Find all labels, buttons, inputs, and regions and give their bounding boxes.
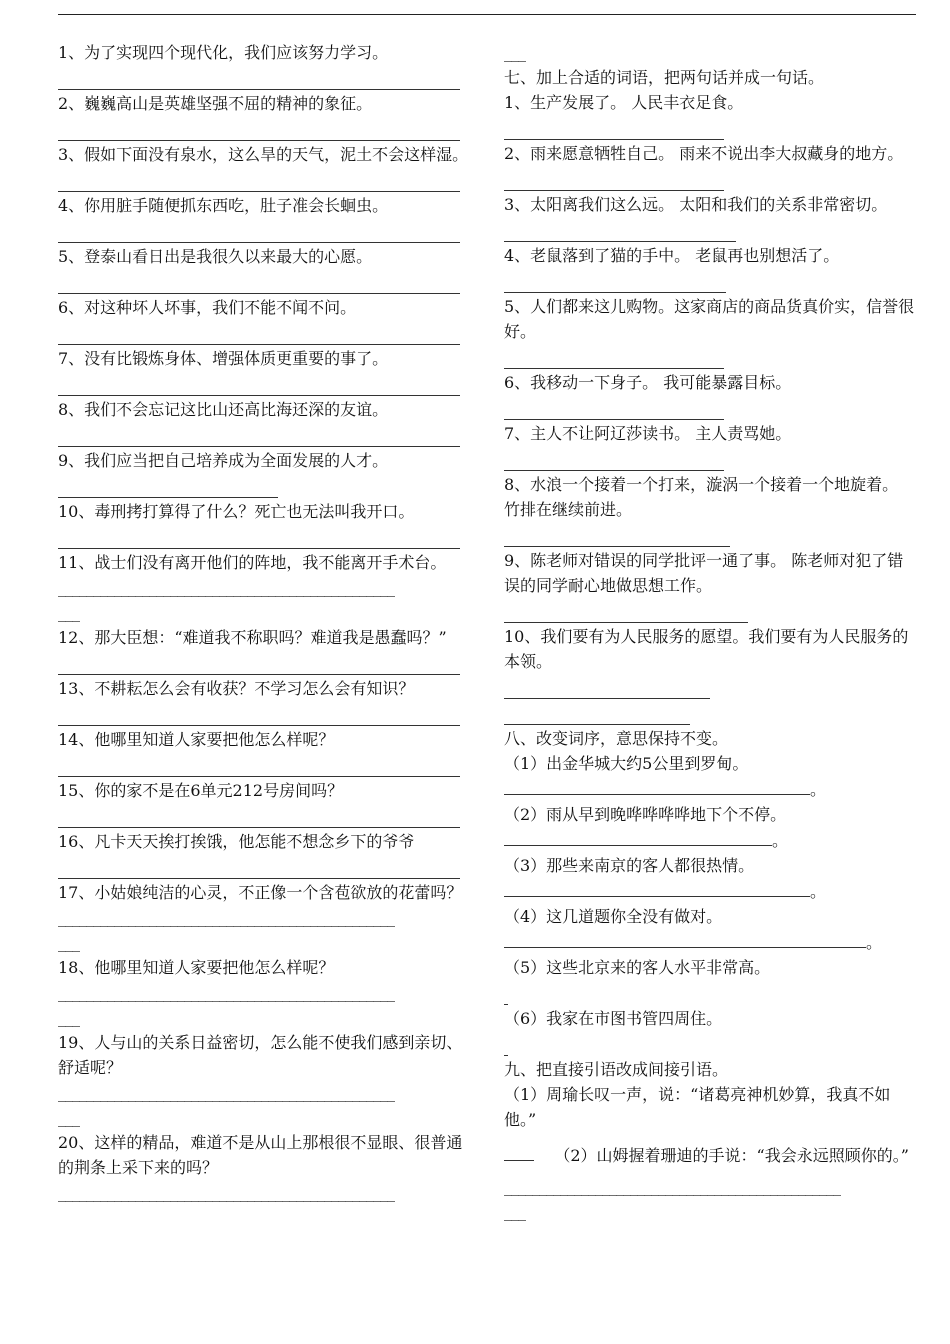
sec9-answer-row-1 [504, 1142, 916, 1168]
period-1: 。 [810, 780, 827, 799]
answer-underline-19b[interactable]: ___ [58, 1108, 79, 1127]
left-q14: 14、他哪里知道人家要把他怎么样呢？ [58, 730, 335, 749]
answer-line-1[interactable] [58, 65, 460, 90]
sec8-answer-3[interactable] [504, 878, 810, 897]
answer-line-14[interactable] [58, 752, 460, 777]
left-q2: 2、巍巍高山是英雄坚强不屈的精神的象征。 [58, 94, 373, 113]
sec8-answer-2[interactable] [504, 827, 772, 846]
answer-line-15[interactable] [58, 803, 460, 828]
sec9-q1: （1）周瑜长叹一声，说：“诸葛亮神机妙算，我真不如他。” [504, 1085, 891, 1129]
answer-line-16[interactable] [58, 854, 460, 879]
sec7-q9: 9、陈老师对错误的同学批评一通了事。 陈老师对犯了错误的同学耐心地做思想工作。 [504, 551, 904, 595]
sec7-q7: 7、主人不让阿辽莎读书。 主人责骂她。 [504, 424, 792, 443]
left-q13: 13、不耕耘怎么会有收获？不学习怎么会有知识？ [58, 679, 415, 698]
left-q10: 10、毒刑拷打算得了什么？死亡也无法叫我开口。 [58, 502, 415, 521]
sec9-answer-2b[interactable]: ___ [504, 1202, 525, 1221]
section-7-title: 七、加上合适的词语，把两句话并成一句话。 [504, 68, 825, 87]
answer-line-8[interactable] [58, 422, 460, 447]
answer-line-9[interactable] [58, 473, 278, 498]
period-4: 。 [866, 933, 883, 952]
sec7-q3: 3、太阳离我们这么远。 太阳和我们的关系非常密切。 [504, 195, 888, 214]
left-q1: 1、为了实现四个现代化，我们应该努力学习。 [58, 43, 389, 62]
sec7-q6: 6、我移动一下身子。 我可能暴露目标。 [504, 373, 792, 392]
sec8-q1: （1）出金华城大约5公里到罗甸。 [504, 754, 749, 773]
section-9-title: 九、把直接引语改成间接引语。 [504, 1060, 729, 1079]
answer-line-6[interactable] [58, 320, 460, 345]
sec8-answer-row-4 [504, 929, 916, 955]
left-q5: 5、登泰山看日出是我很久以来最大的心愿。 [58, 247, 373, 266]
right-column [504, 40, 916, 1224]
sec7-q4: 4、老鼠落到了猫的手中。 老鼠再也别想活了。 [504, 246, 840, 265]
left-q3: 3、假如下面没有泉水，这么旱的天气，泥土不会这样湿。 [58, 145, 469, 164]
sec7-answer-4[interactable] [504, 268, 726, 293]
sec8-answer-6[interactable] [504, 1031, 508, 1056]
sec8-q4: （4）这几道题你全没有做对。 [504, 907, 723, 926]
sec8-q6: （6）我家在市图书管四周住。 [504, 1009, 723, 1028]
sec7-q5: 5、人们都来这儿购物。这家商店的商品货真价实，信誉很好。 [504, 297, 915, 341]
sec8-answer-1[interactable] [504, 776, 810, 795]
sec7-answer-10b[interactable] [504, 700, 690, 725]
sec7-q2: 2、雨来愿意牺牲自己。 雨来不说出李大叔藏身的地方。 [504, 144, 904, 163]
left-q6: 6、对这种坏人坏事，我们不能不闻不问。 [58, 298, 357, 317]
sec8-answer-row-3 [504, 878, 916, 904]
left-q20: 20、这样的精品，难道不是从山上那根很不显眼、很普通的荆条上采下来的吗？ [58, 1133, 463, 1177]
sec7-answer-2[interactable] [504, 166, 724, 191]
sec8-q2: （2）雨从早到晚哗哗哗哗地下个不停。 [504, 805, 787, 824]
answer-underline-17[interactable]: ________________________________________________ [58, 908, 394, 927]
section-8-title: 八、改变词序，意思保持不变。 [504, 729, 729, 748]
answer-line-4[interactable] [58, 218, 460, 243]
sec8-answer-5[interactable] [504, 980, 508, 1005]
answer-underline-17b[interactable]: ___ [58, 933, 79, 952]
answer-line-10[interactable] [58, 524, 460, 549]
answer-underline-carry[interactable]: ___ [504, 43, 525, 62]
answer-underline-11b[interactable]: ___ [58, 603, 79, 622]
sec7-answer-7[interactable] [504, 446, 724, 471]
answer-line-2[interactable] [58, 116, 460, 141]
left-q9: 9、我们应当把自己培养成为全面发展的人才。 [58, 451, 389, 470]
period-2: 。 [772, 831, 789, 850]
sec9-answer-2[interactable]: ________________________________________________ [504, 1177, 840, 1196]
sec7-answer-9[interactable] [504, 598, 748, 623]
sec8-answer-row-2 [504, 827, 916, 853]
sec7-q8: 8、水浪一个接着一个打来，漩涡一个接着一个地旋着。 竹排在继续前进。 [504, 475, 899, 519]
sec8-q3: （3）那些来南京的客人都很热情。 [504, 856, 755, 875]
sec8-answer-row-1 [504, 776, 916, 802]
answer-underline-11[interactable]: ________________________________________________ [58, 578, 394, 597]
answer-underline-19[interactable]: ________________________________________________ [58, 1083, 394, 1102]
sec8-q5: （5）这些北京来的客人水平非常高。 [504, 958, 771, 977]
left-q12: 12、那大臣想：“难道我不称职吗？难道我是愚蠢吗？” [58, 628, 447, 647]
left-q16: 16、凡卡天天挨打挨饿，他怎能不想念乡下的爷爷 [58, 832, 415, 851]
sec9-answer-1[interactable] [504, 1142, 534, 1161]
sec7-answer-8[interactable] [504, 522, 730, 547]
answer-line-7[interactable] [58, 371, 460, 396]
sec7-answer-5[interactable] [504, 344, 724, 369]
sec7-answer-10[interactable] [504, 674, 710, 699]
sec7-answer-6[interactable] [504, 395, 724, 420]
answer-underline-18b[interactable]: ___ [58, 1008, 79, 1027]
sec7-q1: 1、生产发展了。 人民丰衣足食。 [504, 93, 744, 112]
left-q15: 15、你的家不是在6单元212号房间吗？ [58, 781, 344, 800]
left-q8: 8、我们不会忘记这比山还高比海还深的友谊。 [58, 400, 389, 419]
left-q7: 7、没有比锻炼身体、增强体质更重要的事了。 [58, 349, 389, 368]
sec7-q10: 10、我们要有为人民服务的愿望。我们要有为人民服务的本领。 [504, 627, 909, 671]
left-q17: 17、小姑娘纯洁的心灵，不正像一个含苞欲放的花蕾吗？ [58, 883, 463, 902]
answer-line-3[interactable] [58, 167, 460, 192]
left-q11: 11、战士们没有离开他们的阵地，我不能离开手术台。 [58, 553, 447, 572]
top-rule [58, 14, 916, 15]
period-3: 。 [810, 882, 827, 901]
answer-line-5[interactable] [58, 269, 460, 294]
sec8-answer-4[interactable] [504, 929, 866, 948]
left-column [58, 40, 472, 1205]
answer-line-13[interactable] [58, 701, 460, 726]
answer-underline-18[interactable]: ________________________________________________ [58, 983, 394, 1002]
left-q19: 19、人与山的关系日益密切，怎么能不使我们感到亲切、舒适呢？ [58, 1033, 463, 1077]
left-q4: 4、你用脏手随便抓东西吃，肚子准会长蛔虫。 [58, 196, 389, 215]
answer-underline-20[interactable]: ________________________________________________ [58, 1183, 394, 1202]
sec9-q2: （2）山姆握着珊迪的手说：“我会永远照顾你的。” [554, 1146, 909, 1165]
left-q18: 18、他哪里知道人家要把他怎么样呢？ [58, 958, 335, 977]
sec7-answer-3[interactable] [504, 217, 736, 242]
sec7-answer-1[interactable] [504, 115, 724, 140]
answer-line-12[interactable] [58, 650, 460, 675]
